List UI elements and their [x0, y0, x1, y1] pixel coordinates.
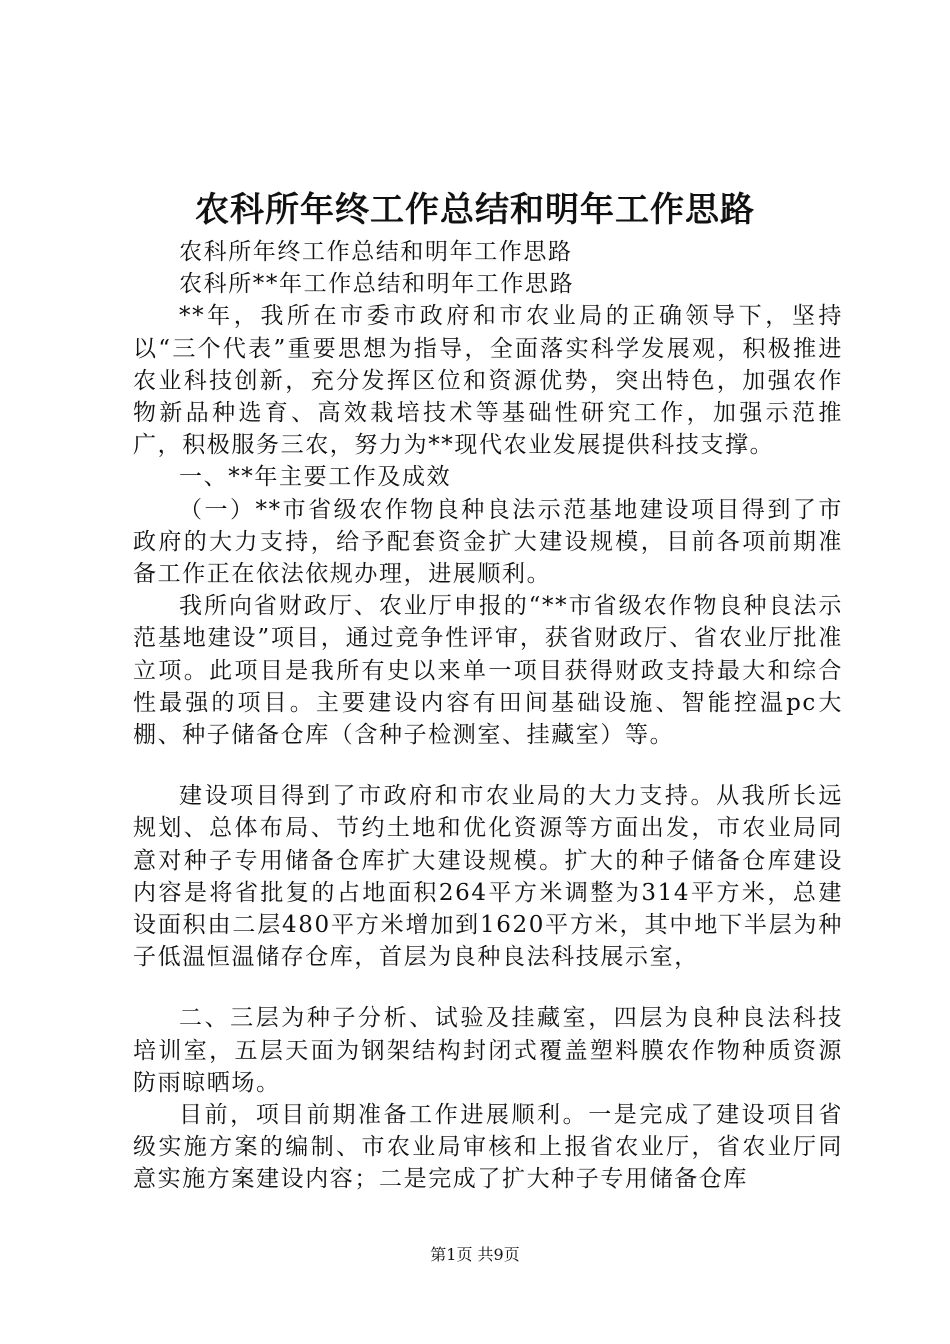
section-heading: 一、**年主要工作及成效 [179, 464, 452, 491]
page-footer: 第1页 共9页 [430, 1245, 520, 1264]
paragraph: （一）**市省级农作物良种良法示范基地建设项目得到了市政府的大力支持，给予配套资金扩大建设规模，目前各项前期准备工作正在依法依规办理，进展顺利。 [133, 496, 843, 588]
paragraph: 建设项目得到了市政府和市农业局的大力支持。从我所长远规划、总体布局、节约土地和优化资源等方面出发，市农业局同意对种子专用储备仓库扩大建设规模。扩大的种子储备仓库建设内容是将省批复的占地面积264平方米调整为314平方米，总建设面积由二层480平方米增加到1620平方米，其中地下半层为种子低温恒温储存仓库，首层为良种良法科技展示室， [133, 783, 843, 971]
paragraph: **年，我所在市委市政府和市农业局的正确领导下，坚持以“三个代表”重要思想为指导，全面落实科学发展观，积极推进农业科技创新，充分发挥区位和资源优势，突出特色，加强农作物新品种选育、高效栽培技术等基础性研究工作，加强示范推广，积极服务三农，努力为**现代农业发展提供科技支撑。 [133, 303, 843, 459]
document-body [133, 236, 843, 1196]
paragraph: 农科所**年工作总结和明年工作思路 [179, 271, 575, 298]
paragraph: 农科所年终工作总结和明年工作思路 [179, 239, 573, 265]
paragraph: 二、三层为种子分析、试验及挂藏室，四层为良种良法科技培训室，五层天面为钢架结构封闭式覆盖塑料膜农作物种质资源防雨晾晒场。 [133, 1005, 843, 1096]
paragraph: 我所向省财政厅、农业厅申报的“**市省级农作物良种良法示范基地建设”项目，通过竞争性评审，获省财政厅、省农业厅批准立项。此项目是我所有史以来单一项目获得财政支持最大和综合性最强的项目。主要建设内容有田间基础设施、智能控温pc大棚、种子储备仓库（含种子检测室、挂藏室）等。 [133, 593, 843, 749]
paragraph: 目前，项目前期准备工作进展顺利。一是完成了建设项目省级实施方案的编制、市农业局审核和上报省农业厅，省农业厅同意实施方案建设内容；二是完成了扩大种子专用储备仓库 [133, 1102, 843, 1193]
document-title: 农科所年终工作总结和明年工作思路 [195, 190, 755, 230]
